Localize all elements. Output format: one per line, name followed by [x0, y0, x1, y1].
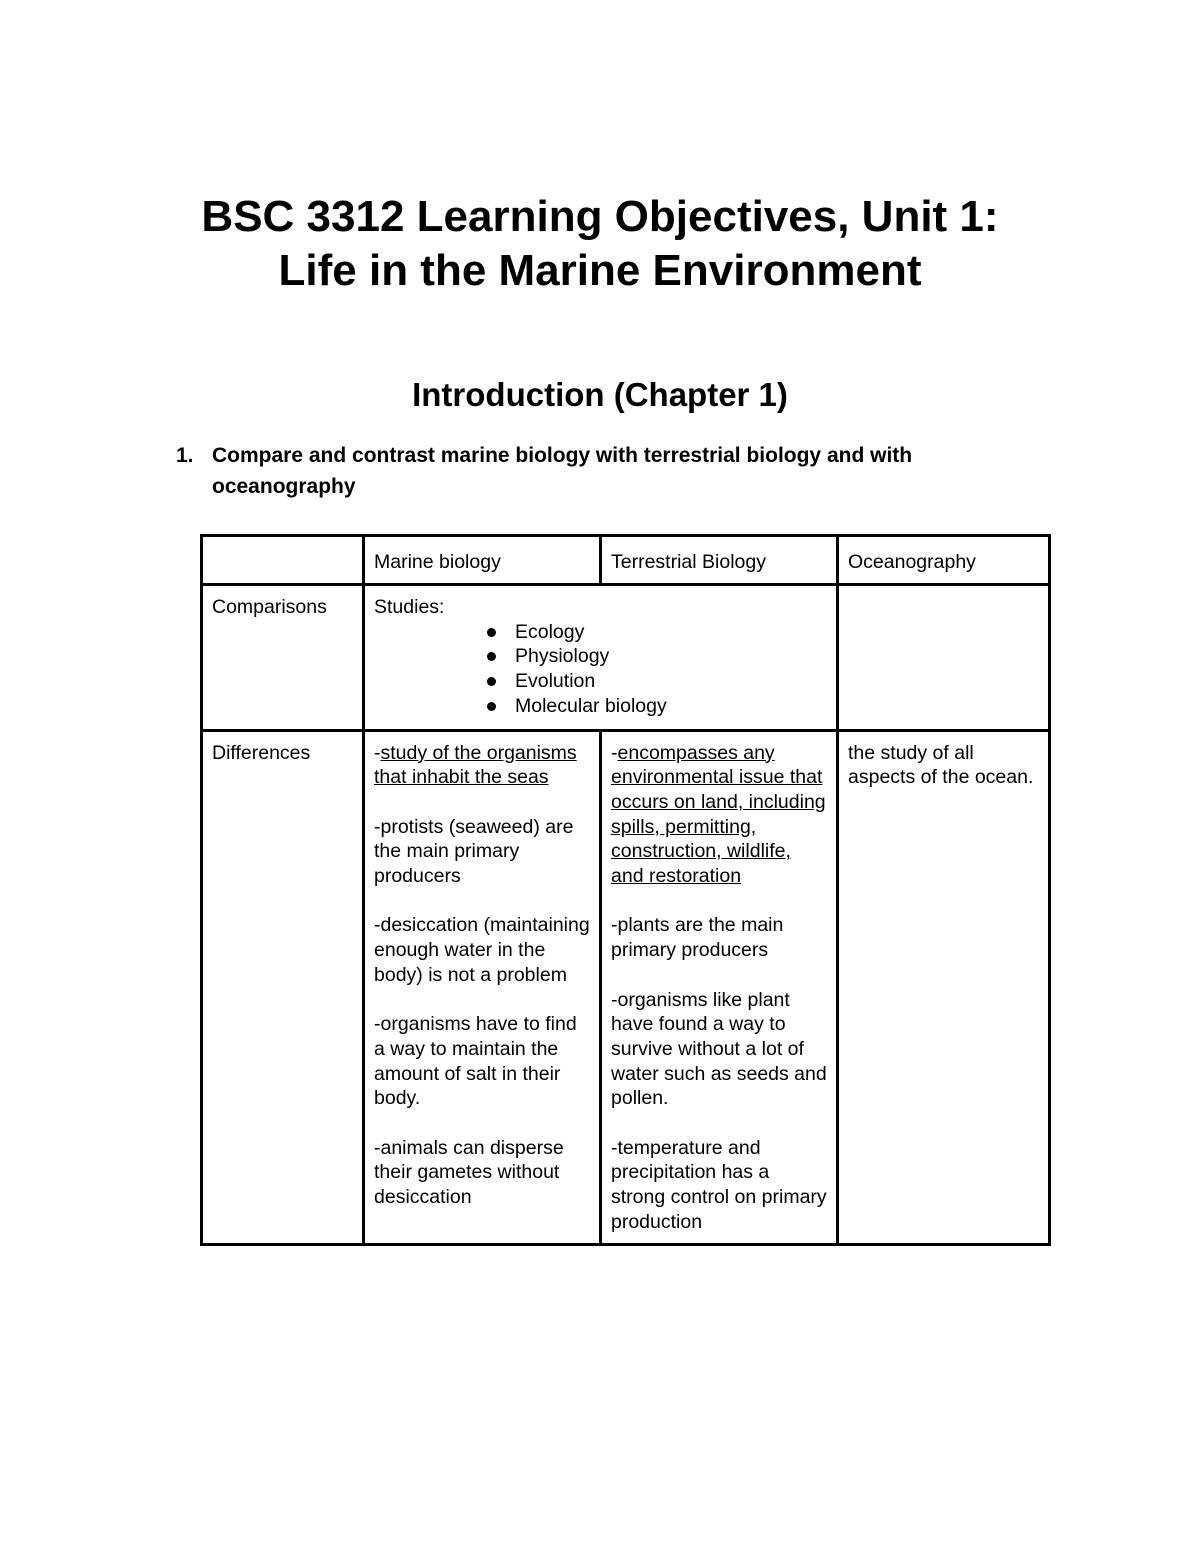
- differences-terrestrial-cell: [601, 730, 838, 1244]
- table-header-row: [202, 536, 1050, 585]
- row-label-comparisons: Comparisons: [202, 585, 364, 731]
- difference-text: study of the organisms that inhabit the seas: [374, 741, 577, 789]
- studies-label: Studies:: [374, 596, 445, 618]
- marine-difference-1: [374, 741, 590, 790]
- comparison-table: [200, 534, 1051, 1246]
- title-line-1: BSC 3312 Learning Objectives, Unit 1:: [201, 192, 999, 241]
- difference-prefix: -: [374, 741, 381, 764]
- differences-oceanography-cell: the study of all aspects of the ocean.: [838, 730, 1050, 1244]
- marine-difference-3: -desiccation (maintaining enough water in the body) is not a problem: [374, 914, 590, 986]
- difference-text: encompasses any environmental issue that occurs on land, including spills, permitting, construction, wildlife, and restoration: [611, 741, 826, 888]
- header-cell-marine-biology: Marine biology: [364, 536, 601, 585]
- marine-difference-2: -protists (seaweed) are the main primary producers: [374, 815, 574, 888]
- header-cell-terrestrial-biology: Terrestrial Biology: [601, 536, 838, 585]
- terrestrial-difference-3: -organisms like plant have found a way to survive without a lot of water such as seeds and pollen.: [611, 988, 827, 1110]
- differences-marine-cell: [364, 730, 601, 1244]
- terrestrial-difference-4: -temperature and precipitation has a strong control on primary production: [611, 1136, 827, 1233]
- title-line-2: Life in the Marine Environment: [278, 246, 922, 295]
- studies-list: [374, 620, 827, 719]
- objective-number: 1.: [176, 444, 194, 467]
- marine-difference-4: -organisms have to find a way to maintain the amount of salt in their body.: [374, 1013, 577, 1110]
- terrestrial-difference-1: [611, 741, 827, 889]
- marine-difference-5: -animals can disperse their gametes without desiccation: [374, 1136, 564, 1209]
- document-title: [0, 190, 1200, 298]
- objective-item: [176, 440, 1036, 502]
- list-item: Ecology: [487, 620, 827, 645]
- list-item: Physiology: [487, 644, 827, 669]
- header-cell-empty: [202, 536, 364, 585]
- table-row-comparisons: [202, 585, 1050, 731]
- table-row-differences: [202, 730, 1050, 1244]
- terrestrial-difference-2: -plants are the main primary producers: [611, 914, 784, 962]
- header-cell-oceanography: Oceanography: [838, 536, 1050, 585]
- comparisons-shared-cell: [364, 585, 838, 731]
- comparisons-oceanography-cell: [838, 585, 1050, 731]
- list-item: Molecular biology: [487, 694, 827, 719]
- objective-text: Compare and contrast marine biology with terrestrial biology and with oceanography: [212, 444, 913, 498]
- list-item: Evolution: [487, 669, 827, 694]
- section-heading: Introduction (Chapter 1): [412, 376, 788, 413]
- difference-prefix: -: [611, 741, 618, 764]
- row-label-differences: Differences: [202, 730, 364, 1244]
